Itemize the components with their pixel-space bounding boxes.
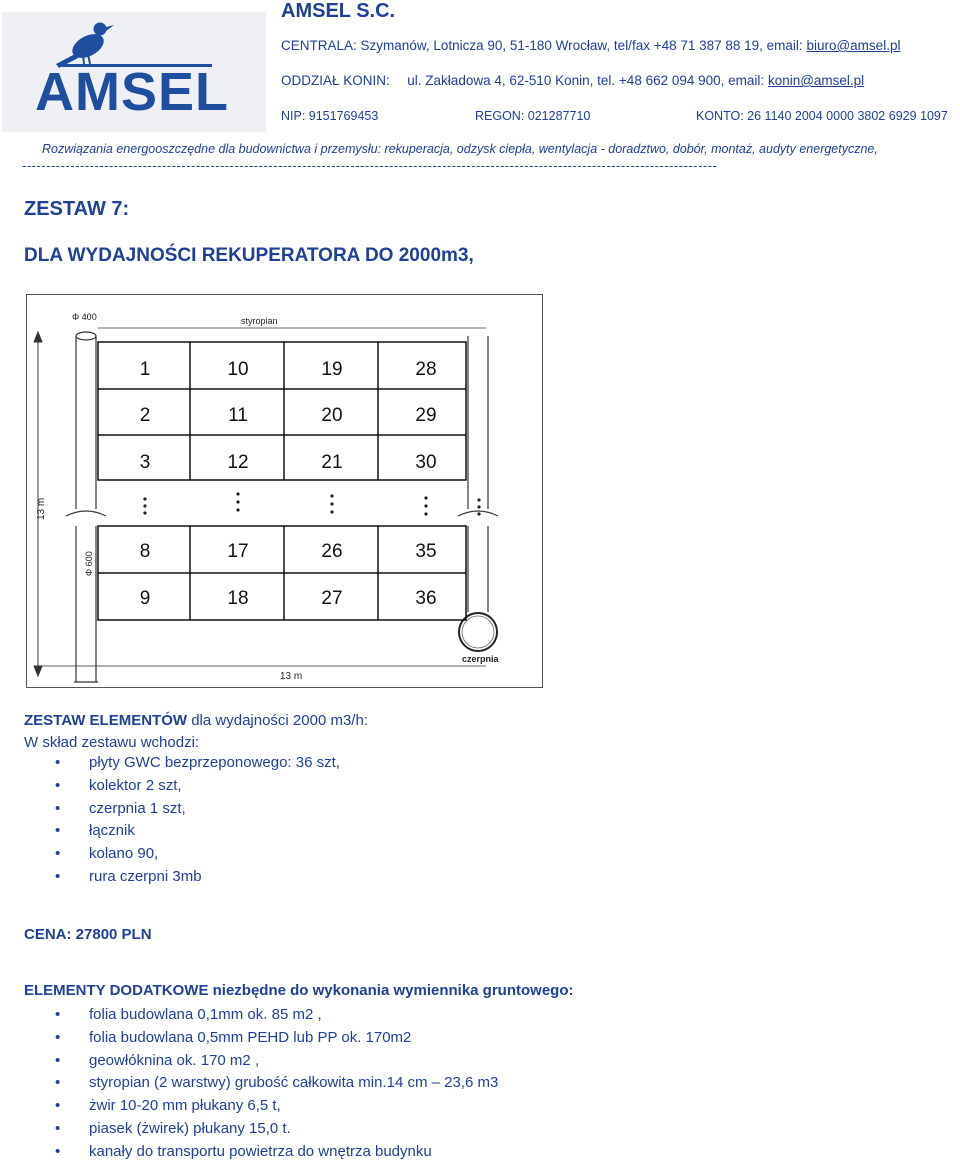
branch-text: ul. Zakładowa 4, 62-510 Konin, tel. +48 662 094 900, email: [407,73,765,88]
logo-text: AMSEL [35,62,229,122]
components-intro: W skład zestawu wchodzi: [24,734,200,751]
components-title-bold: ZESTAW ELEMENTÓW [24,712,188,729]
plate-number: 10 [227,359,249,380]
width-label: 13 m [280,671,303,682]
list-item: • łącznik [55,820,340,843]
central-label: CENTRALA: [281,38,357,53]
central-address [281,38,900,53]
plate-number: 27 [321,588,343,609]
list-item: • geowłóknina ok. 170 m2 , [55,1050,498,1073]
intake-label: czerpnia [462,654,499,664]
plate-number: 18 [227,588,249,609]
plate-number: 29 [415,405,437,426]
gwc-layout-diagram [26,294,543,688]
central-text: Szymanów, Lotnicza 90, 51-180 Wrocław, tel/fax +48 71 387 88 19, email: [360,38,803,53]
collector-label: Φ 600 [84,551,94,576]
central-email-link[interactable]: biuro@amsel.pl [806,38,901,53]
price: CENA: 27800 PLN [24,926,152,943]
list-item: • kolektor 2 szt, [55,775,340,798]
plate-number: 21 [321,452,343,473]
divider-line: ------------------------------------------------------------------------------------------------------------------------------------------------ [22,158,718,173]
list-item: • kanały do transportu powietrza do wnętrza budynku [55,1141,498,1164]
plate-number: 20 [321,405,343,426]
plate-number: 11 [228,405,248,426]
company-name: AMSEL S.C. [281,0,396,22]
plate-number: 35 [415,541,437,562]
plate-number: 28 [415,359,437,380]
plate-number: 8 [139,541,151,562]
plate-number: 19 [321,359,343,380]
list-item: • czerpnia 1 szt, [55,798,340,821]
list-item: • folia budowlana 0,5mm PEHD lub PP ok. 170m2 [55,1027,498,1050]
plate-number: 26 [321,541,343,562]
styropian-label: styropian [241,316,278,326]
list-item: • kolano 90, [55,843,340,866]
components-title [24,712,368,729]
plate-number: 1 [139,359,151,380]
plate-number: 2 [139,405,151,426]
plate-number: 17 [227,541,249,562]
list-item: • rura czerpni 3mb [55,866,340,889]
list-item: • żwir 10-20 mm płukany 6,5 t, [55,1095,498,1118]
tagline: Rozwiązania energooszczędne dla budownictwa i przemysłu: rekuperacja, odzysk ciepła, wentylacja - doradztwo, dobór, montaż, audyty energetyczne, [42,142,878,156]
company-logo [2,12,266,132]
height-label: 13 m [36,497,47,520]
components-title-rest: dla wydajności 2000 m3/h: [187,712,368,729]
plate-number: 30 [415,452,437,473]
plate-number: 12 [227,452,249,473]
list-item: • folia budowlana 0,1mm ok. 85 m2 , [55,1004,498,1027]
bank-account: KONTO: 26 1140 2004 0000 3802 6929 1097 [696,109,948,123]
extras-list [55,1004,498,1164]
list-item: • piasek (żwirek) płukany 15,0 t. [55,1118,498,1141]
components-list [55,752,340,889]
intake-circle [459,613,497,651]
branch-label: ODDZIAŁ KONIN: [281,73,390,88]
page-title: ZESTAW 7: [24,198,130,220]
branch-address [281,73,864,88]
plate-number: 36 [415,588,437,609]
plate-number: 3 [139,452,151,473]
regon: REGON: 021287710 [475,109,591,123]
extras-title: ELEMENTY DODATKOWE niezbędne do wykonania wymiennika gruntowego: [24,982,574,999]
plate-number: 9 [139,588,151,609]
list-item: • styropian (2 warstwy) grubość całkowita min.14 cm – 23,6 m3 [55,1072,498,1095]
page-subtitle: DLA WYDAJNOŚCI REKUPERATORA DO 2000m3, [24,245,474,266]
list-item: • płyty GWC bezprzeponowego: 36 szt, [55,752,340,775]
branch-email-link[interactable]: konin@amsel.pl [767,73,865,88]
pipe-label: Φ 400 [72,312,97,322]
nip: NIP: 9151769453 [281,109,379,123]
